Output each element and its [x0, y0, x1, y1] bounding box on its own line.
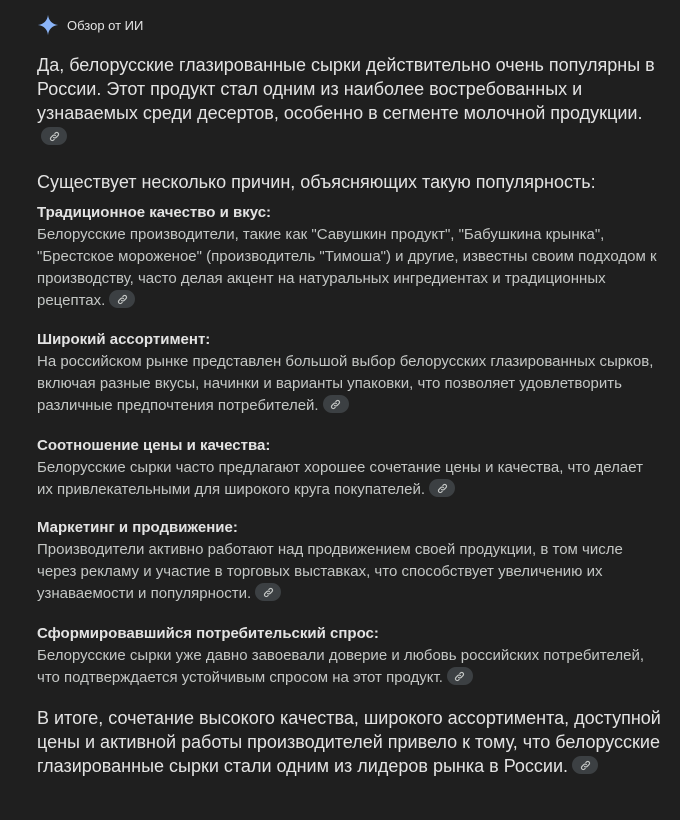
source-link-button[interactable] — [323, 395, 349, 413]
conclusion-paragraph — [37, 706, 662, 778]
reason-text: На российском рынке представлен большой выбор белорусских глазированных сырков, включая разные вкусы, начинки и варианты упаковки, что позволяет удовлетворить различные предпочтения потребителей. — [37, 353, 654, 414]
link-icon — [117, 294, 128, 305]
reason-body — [37, 539, 662, 605]
reason-text: Белорусские производители, такие как "Савушкин продукт", "Бабушкина крынка", "Брестское мороженое" (производитель "Тимоша") и другие, известны своим подходом к производству, часто делая акцент на натуральных ингредиентах и традиционных рецептах. — [37, 226, 657, 309]
reason-section — [37, 623, 662, 689]
reason-text: Производители активно работают над продвижением своей продукции, в том числе через рекламу и участие в торговых выставках, что способствует увеличению их узнаваемости и популярности. — [37, 541, 623, 602]
source-link-button[interactable] — [572, 756, 598, 774]
reason-section — [37, 329, 662, 417]
reason-section — [37, 517, 662, 605]
conclusion-text: В итоге, сочетание высокого качества, широкого ассортимента, доступной цены и активной работы производителей привело к тому, что белорусские глазированные сырки стали одним из лидеров рынка в России. — [37, 708, 661, 776]
link-icon — [580, 760, 591, 771]
link-icon — [330, 399, 341, 410]
reason-text: Белорусские сырки часто предлагают хорошее сочетание цены и качества, что делает их привлекательными для широкого круга покупателей. — [37, 459, 643, 498]
ai-overview-header — [37, 14, 143, 36]
reason-title: Соотношение цены и качества: — [37, 437, 271, 454]
reasons-intro: Существует несколько причин, объясняющих такую популярность: — [37, 172, 596, 192]
reason-text: Белорусские сырки уже давно завоевали доверие и любовь российских потребителей, что подтверждается устойчивым спросом на этот продукт. — [37, 647, 644, 686]
source-link-button[interactable] — [109, 290, 135, 308]
link-icon — [49, 131, 60, 142]
source-link-button[interactable] — [255, 583, 281, 601]
link-icon — [437, 483, 448, 494]
source-link-button[interactable] — [429, 479, 455, 497]
reason-title: Сформировавшийся потребительский спрос: — [37, 625, 379, 642]
sparkle-icon — [37, 14, 59, 36]
intro-paragraph — [37, 53, 662, 149]
reason-section — [37, 202, 662, 312]
reason-body — [37, 645, 662, 689]
reason-body — [37, 224, 662, 312]
reason-title: Традиционное качество и вкус: — [37, 204, 272, 221]
source-link-button[interactable] — [41, 127, 67, 145]
link-icon — [454, 671, 465, 682]
reason-title: Широкий ассортимент: — [37, 331, 211, 348]
reason-body — [37, 351, 662, 417]
ai-overview-content — [37, 53, 662, 778]
reason-section — [37, 435, 662, 501]
intro-text: Да, белорусские глазированные сырки действительно очень популярны в России. Этот продукт стал одним из наиболее востребованных и узнаваемых среди десертов, особенно в сегменте молочной продукции. — [37, 55, 655, 123]
reason-title: Маркетинг и продвижение: — [37, 519, 238, 536]
link-icon — [263, 587, 274, 598]
reason-body — [37, 457, 662, 501]
source-link-button[interactable] — [447, 667, 473, 685]
ai-overview-title: Обзор от ИИ — [67, 17, 144, 33]
